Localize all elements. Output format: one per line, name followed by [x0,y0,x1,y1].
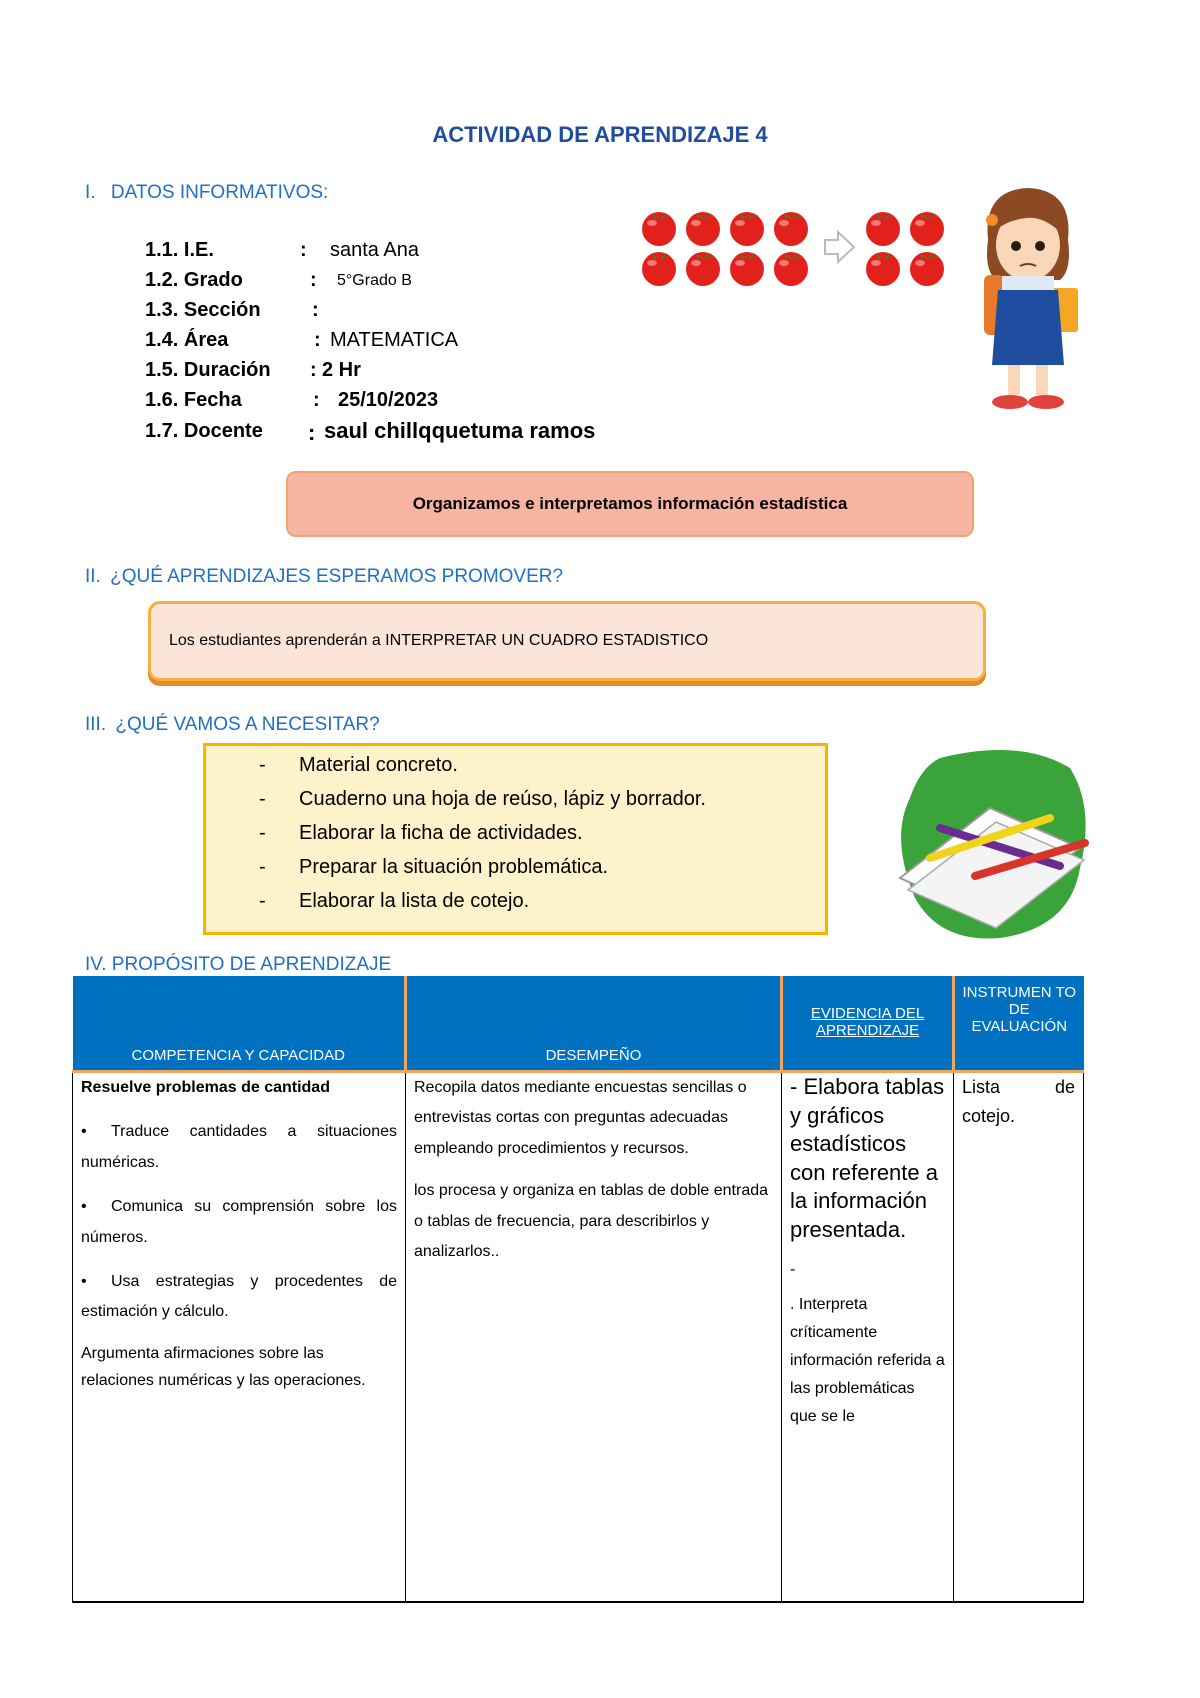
material-item: - Material concreto. [259,754,458,776]
tomato-icon [866,212,900,246]
section-1-heading [85,182,328,204]
desempeno-text-2: los procesa y organiza en tablas de doble entrada o tablas de frecuencia, para describirlos y analizarlos.. [414,1182,769,1260]
section-2-number: II. [85,566,101,587]
capacidad-item: • Usa estrategias y procedentes de estimación y cálculo. [81,1272,397,1321]
cell-evidencia [782,1072,954,1602]
tomato-icon [730,212,764,246]
tomato-icon [730,252,764,286]
section-3-title: ¿QUÉ VAMOS A NECESITAR? [115,714,380,735]
datos-value: 25/10/2023 [338,389,439,411]
datos-row-ie: 1.1. I.E. : santa Ana [145,239,419,261]
girl-illustration [968,180,1088,425]
capacidad-item: • Traduce cantidades a situaciones numéricas. [81,1123,397,1171]
table-header-row [73,976,1084,1072]
header-evidencia: EVIDENCIA DEL APRENDIZAJE [782,976,954,1072]
topic-box: Organizamos e interpretamos información estadística [286,471,974,537]
materials-box [203,743,828,935]
header-competencia: COMPETENCIA Y CAPACIDAD [73,976,406,1072]
tomato-icon [866,252,900,286]
table-row [73,1072,1084,1602]
section-2-heading [85,566,563,588]
datos-value: 5°Grado B [337,272,412,289]
datos-label: 1.2. Grado [145,269,243,291]
argumenta-text: Argumenta afirmaciones sobre las relaciones numéricas y las operaciones. [81,1344,366,1389]
page-title: ACTIVIDAD DE APRENDIZAJE 4 [432,122,768,147]
datos-row-seccion: 1.3. Sección : [145,299,319,321]
learning-box [148,601,986,681]
datos-value: saul chillqquetuma ramos [324,418,596,443]
tomato-icon [910,212,944,246]
competencia-title: Resuelve problemas de cantidad [81,1079,330,1096]
datos-label: 1.7. Docente [145,420,263,442]
section-2-title: ¿QUÉ APRENDIZAJES ESPERAMOS PROMOVER? [110,566,564,587]
section-1-number: I. [85,182,96,203]
datos-label: 1.3. Sección [145,299,261,321]
header-instrumento: INSTRUMEN TO DE EVALUACIÓN [954,976,1084,1072]
section-1-title: DATOS INFORMATIVOS: [110,182,329,203]
tomato-icon [642,252,676,286]
tomato-icon [774,212,808,246]
tomato-icon [910,252,944,286]
datos-label: 1.4. Área [145,329,229,351]
datos-row-grado: 1.2. Grado : 5°Grado B [145,269,412,291]
material-item: - Elaborar la ficha de actividades. [259,822,583,844]
material-item: - Elaborar la lista de cotejo. [259,890,530,912]
evidencia-text-1: - Elabora tablas y gráficos estadísticos con referente a la información presentada. [790,1074,945,1242]
datos-label: 1.6. Fecha [145,389,242,411]
tomatoes-illustration [640,210,950,290]
material-item: - Preparar la situación problemática. [259,856,609,878]
purpose-table [72,976,1084,1603]
section-3-heading [85,714,380,736]
tomato-icon [686,212,720,246]
arrow-right-icon [825,232,854,262]
tomato-icon [686,252,720,286]
datos-row-area: 1.4. Área : MATEMATICA [145,329,459,351]
evidencia-dash: - [790,1260,796,1278]
cell-desempeno [406,1072,782,1602]
section-4-heading: IV. PROPÓSITO DE APRENDIZAJE [85,954,392,975]
datos-label: 1.5. Duración [145,359,271,381]
learning-text: Los estudiantes aprenderán a INTERPRETAR UN CUADRO ESTADISTICO [169,632,709,649]
cell-competencia [73,1072,406,1602]
cell-instrumento: Lista de cotejo. [954,1072,1084,1602]
header-desempeno: DESEMPEÑO [406,976,782,1072]
capacidad-item: • Comunica su comprensión sobre los números. [81,1198,397,1246]
pencils-paper-illustration [880,748,1105,943]
section-3-number: III. [85,714,107,735]
datos-row-fecha: 1.6. Fecha : 25/10/2023 [145,389,439,411]
desempeno-text-1: Recopila datos mediante encuestas sencillas o entrevistas cortas con preguntas adecuadas empleando procedimientos y recursos. [414,1079,747,1157]
datos-value: 2 Hr [322,359,361,381]
datos-row-duracion: 1.5. Duración : 2 Hr [145,359,361,381]
evidencia-text-2: . Interpreta críticamente información referida a las problemáticas que se le [790,1295,945,1425]
tomato-icon [642,212,676,246]
datos-value: MATEMATICA [330,329,459,351]
datos-label: 1.1. I.E. [145,239,214,261]
material-item: - Cuaderno una hoja de reúso, lápiz y borrador. [259,788,706,810]
datos-row-docente: 1.7. Docente : saul chillqquetuma ramos [145,418,596,445]
tomato-icon [774,252,808,286]
datos-value: santa Ana [330,239,419,261]
